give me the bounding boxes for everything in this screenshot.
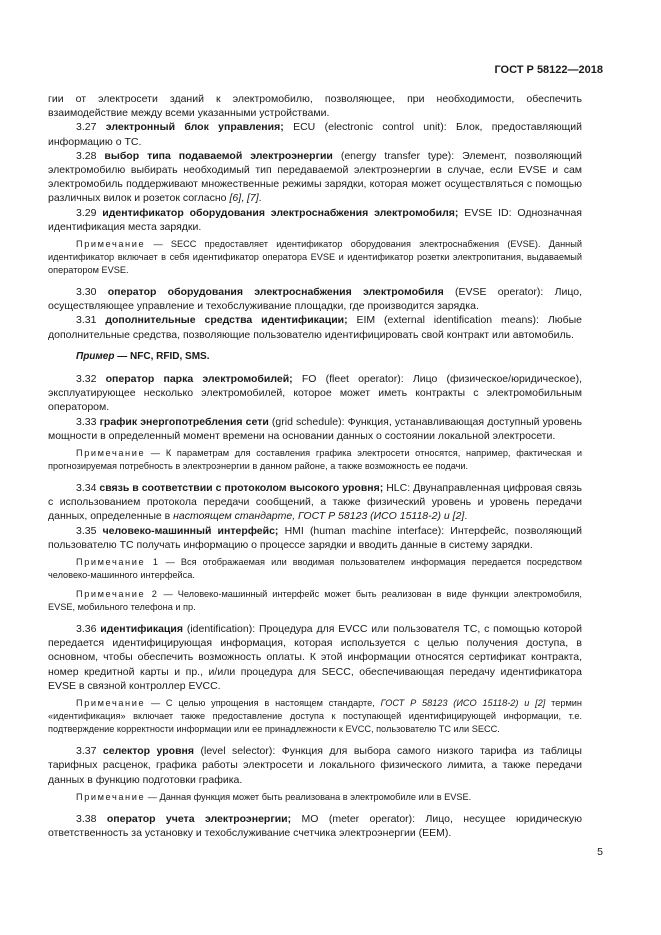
note-paragraph	[48, 588, 582, 614]
term-name: график энергопотребления сети	[99, 415, 269, 428]
text-run: 3.37	[76, 745, 103, 758]
term-paragraph	[48, 120, 582, 148]
text-run: EIM (external identification means): Любые дополнительные средства, позволяющие пользователю идентифицировать свой контракт или автомобиль.	[48, 314, 582, 341]
term-paragraph	[48, 524, 582, 552]
text-run: (grid schedule): Функция, устанавливающая доступный уровень мощности в определенный момент времени на основании данных о состоянии локальной электросети.	[48, 415, 582, 442]
note-label: Примечание	[76, 448, 146, 459]
text-run: .	[464, 510, 468, 523]
text-run: [6]	[229, 192, 242, 205]
term-name: оператор оборудования электроснабжения электромобиля	[107, 286, 444, 299]
text-run: — Вся отображаемая или вводимая пользователем информация передается посредством человеко-машинного интерфейса.	[48, 557, 582, 581]
text-run: HLC: Двунаправленная цифровая связь с использованием протокола передачи сообщений, а также физический уровень и уровень передачи данных, определенные в	[48, 482, 582, 523]
text-run: 3.32	[76, 373, 106, 386]
text-run: 3.28	[76, 149, 105, 162]
text-run: .	[258, 192, 262, 205]
term-paragraph	[48, 415, 582, 443]
note-label: Примечание 2	[76, 589, 159, 600]
page-number: 5	[597, 846, 603, 858]
term-name: селектор уровня	[102, 745, 194, 758]
note-label: Примечание 1	[76, 557, 160, 568]
text-run: 3.29	[76, 206, 103, 219]
term-paragraph	[48, 313, 582, 341]
term-paragraph	[48, 812, 582, 840]
term-paragraph	[48, 622, 582, 693]
text-run: ГОСТ Р 58123 (ИСО 15118-2) и [2]	[380, 698, 546, 709]
text-run: — К параметрам для составления графика электросети относятся, например, фактическая и прогнозируемая потребность в электроэнергии в данном районе, а также возможность ее подачи.	[48, 448, 582, 472]
text-run: 3.34	[76, 482, 100, 495]
term-name: оператор парка электромобилей;	[105, 373, 293, 386]
term-name: — NFC, RFID, SMS.	[114, 350, 210, 362]
note-paragraph	[48, 791, 582, 804]
note-label: Примечание	[76, 698, 146, 709]
text-run: ,	[241, 192, 247, 205]
term-paragraph	[48, 285, 582, 313]
term-name: идентификация	[100, 623, 183, 636]
text-run: гии от электросети зданий к электромобилю, позволяющее, при необходимости, обеспечить взаимодействие между всеми указанными устройствами.	[48, 93, 582, 120]
term-name: Пример	[76, 350, 115, 362]
text-run: 3.30	[76, 286, 108, 299]
text-run: 3.36	[76, 623, 101, 636]
term-paragraph	[48, 744, 582, 787]
text-run: — Человеко-машинный интерфейс может быть реализован в виде функции электромобиля, EVSE, мобильного телефона и пр.	[48, 589, 582, 613]
text-run: (identification): Процедура для EVCC или пользователя ТС, с помощью которой передается идентифицирующая информация, которая используется с целью получения доступа, в основном, чтобы обеспечить возможность оплаты. К этой информации относятся сертификат контракта, номер кредитной карты и пр., и/или процедура для SECC, обеспечивающая передачу идентификатора EVSE в связной контроллер EVCC.	[48, 623, 582, 692]
text-run: MO (meter operator): Лицо, несущее юридическую ответственность за установку и техобслуживание счетчика электроэнергии (EEM).	[48, 812, 582, 839]
term-paragraph	[48, 149, 582, 206]
term-name: выбор типа подаваемой электроэнергии	[104, 149, 333, 162]
text-run: [7]	[246, 192, 259, 205]
text-run: 3.35	[76, 524, 103, 537]
document-header: ГОСТ Р 58122—2018	[494, 64, 603, 76]
text-run: 3.33	[76, 415, 100, 428]
text-run: ECU (electronic control unit): Блок, предоставляющий информацию о ТС.	[48, 121, 582, 148]
text-run: (level selector): Функция для выбора самого низкого тарифа из таблицы тарифных расценок, графика работы электросети и локального физического лимита, а также передачи данных в функцию подготовки графика.	[48, 745, 582, 786]
term-name: электронный блок управления;	[105, 121, 284, 134]
text-run: термин «идентификация» включает также предоставление доступа к поступающей идентифицирующей информации, т.е. подтверждение корректности информации или ее принадлежности к EVCC, пользователю ТС или SECC.	[48, 698, 582, 735]
note-paragraph	[48, 556, 582, 582]
text-run: FO (fleet operator): Лицо (физическое/юридическое), эксплуатирующее несколько электромобилей, которое может иметь контракты с электромобильным оператором.	[48, 373, 582, 414]
text-run: (energy transfer type): Элемент, позволяющий электромобилю выбирать необходимый тип передаваемой электроэнергии в случае, если EVSE и сам электромобиль поддерживают множественные режимы зарядки, которая может осуществляться с помощью различных вилок и розеток согласно	[48, 149, 582, 205]
note-paragraph	[48, 697, 582, 736]
note-paragraph	[48, 238, 582, 277]
text-run: — Данная функция может быть реализована в электромобиле или в EVSE.	[145, 791, 472, 802]
term-name: оператор учета электроэнергии;	[106, 812, 292, 825]
term-paragraph	[48, 372, 582, 415]
term-name: дополнительные средства идентификации;	[105, 314, 348, 327]
term-paragraph	[48, 206, 582, 234]
term-name: идентификатор оборудования электроснабжения электромобиля;	[102, 206, 459, 219]
text-run: HMI (human machine interface): Интерфейс, позволяющий пользователю ТС получать информацию о процессе зарядки и вводить данные в систему зарядки.	[48, 524, 583, 551]
note-paragraph	[48, 447, 582, 473]
document-body	[48, 92, 582, 840]
text-run: — SECC предоставляет идентификатор оборудования электроснабжения (EVSE). Данный идентификатор включает в себя идентификатор оператора EVSE и идентификатор розетки электропитания, выдаваемый оператором EVSE.	[48, 239, 582, 276]
term-name: связь в соответствии с протоколом высокого уровня;	[99, 482, 384, 495]
text-run: настоящем стандарте, ГОСТ Р 58123 (ИСО 15118-2) и [2]	[173, 510, 465, 523]
text-run: 3.31	[76, 314, 106, 327]
text-run: 3.38	[76, 812, 107, 825]
term-paragraph	[48, 92, 582, 120]
example-paragraph	[48, 350, 582, 364]
term-paragraph	[48, 481, 582, 524]
note-label: Примечание	[76, 239, 146, 250]
note-label: Примечание	[76, 791, 146, 802]
term-name: человеко-машинный интерфейс;	[102, 524, 279, 537]
text-run: — С целью упрощения в настоящем стандарте,	[145, 698, 381, 709]
text-run: EVSE ID: Однозначная идентификация места зарядки.	[48, 206, 582, 233]
text-run: (EVSE operator): Лицо, осуществляющее управление и техобслуживание площадки, где производится зарядка.	[48, 286, 583, 313]
text-run: 3.27	[76, 121, 106, 134]
